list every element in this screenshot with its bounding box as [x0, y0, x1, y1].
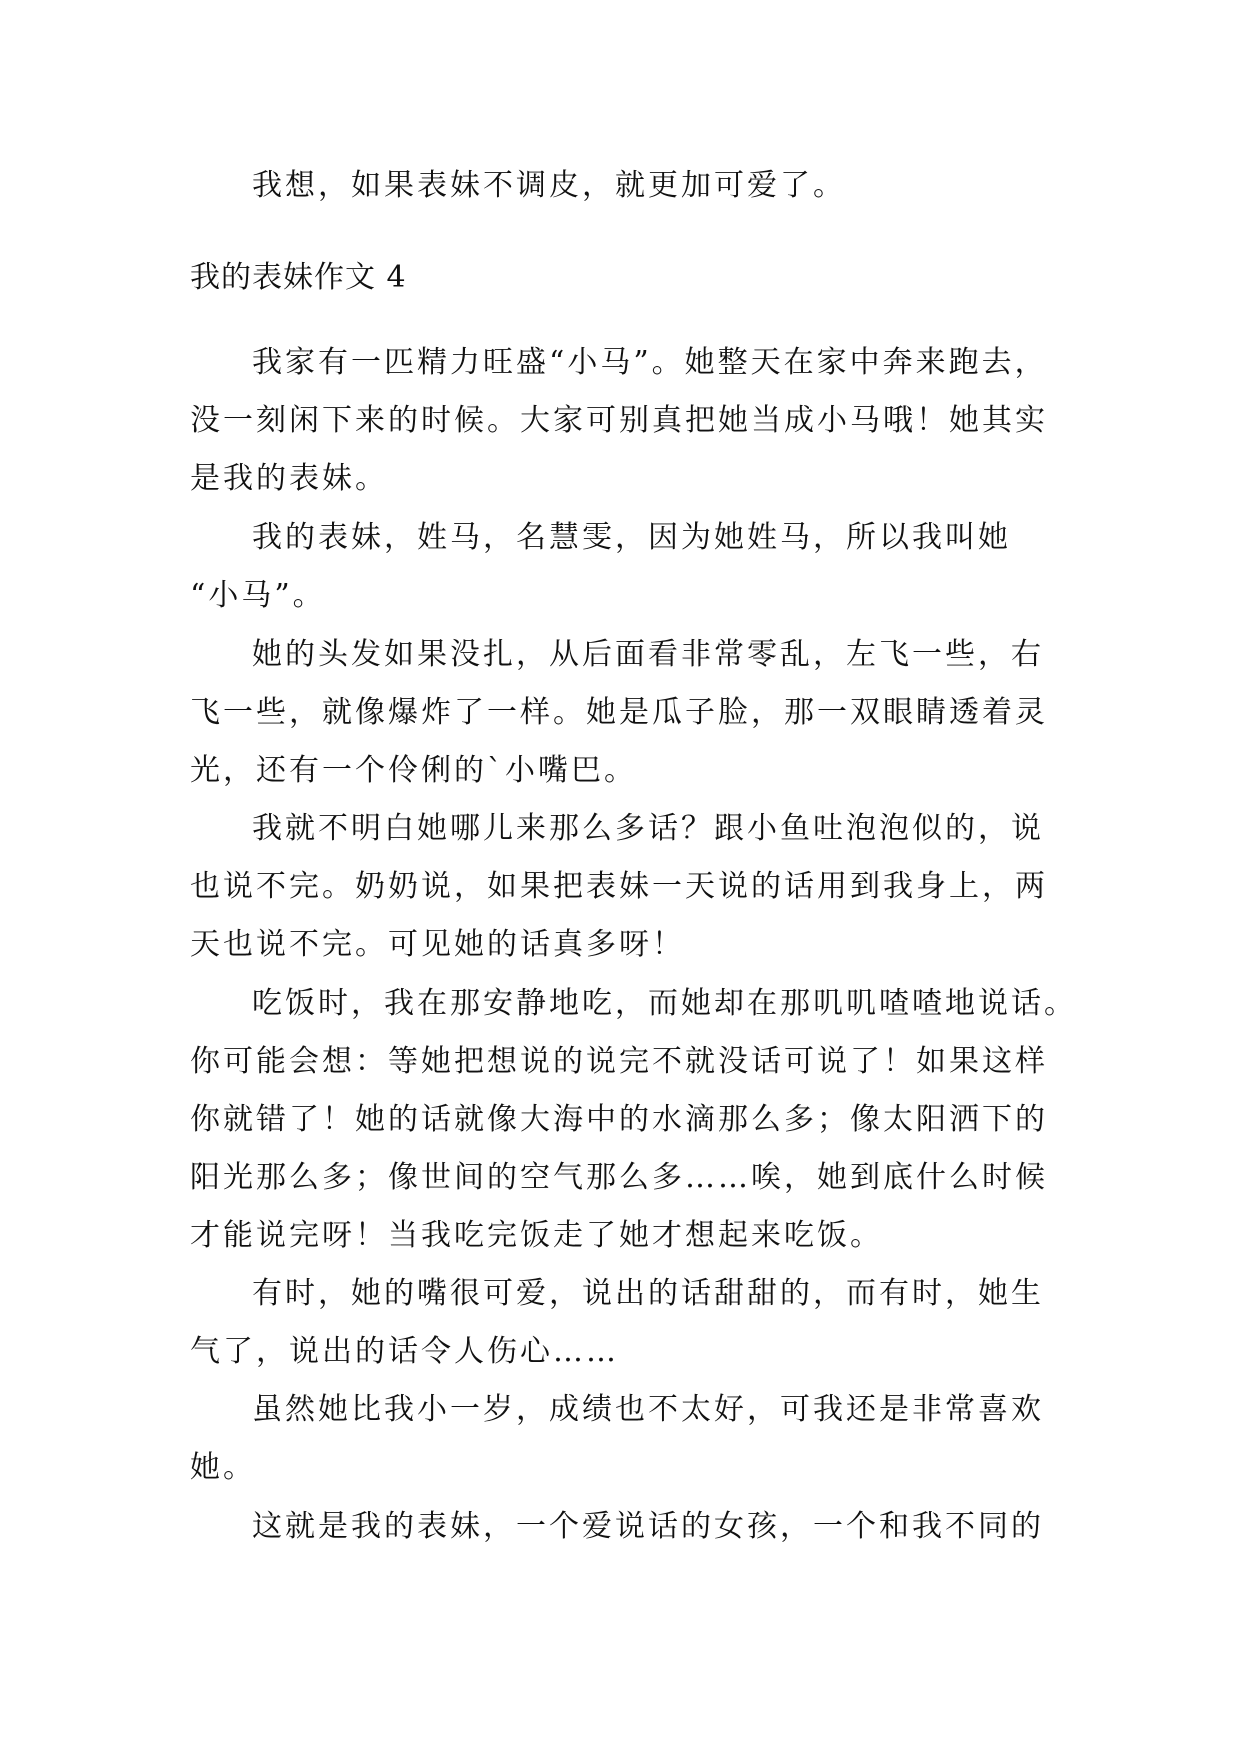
text-line: 也说不完。奶奶说，如果把表妹一天说的话用到我身上，两: [190, 869, 1048, 904]
text-line: 这就是我的表妹，一个爱说话的女孩，一个和我不同的: [252, 1509, 1044, 1544]
text-line: 吃饭时，我在那安静地吃，而她却在那叽叽喳喳地说话。: [252, 986, 1077, 1021]
text-line: 气了，说出的话令人伤心……: [190, 1334, 619, 1369]
text-line: 她。: [190, 1450, 256, 1485]
text-line: 光，还有一个伶俐的`小嘴巴。: [190, 753, 637, 788]
paragraph-7: [190, 1381, 1050, 1497]
paragraph-1: [190, 334, 1050, 508]
text-line: 我家有一匹精力旺盛“小马”。她整天在家中奔来跑去，: [252, 345, 1048, 380]
intro-paragraph: [190, 157, 1050, 215]
paragraph-2: [190, 509, 1050, 625]
text-line: 飞一些，就像爆炸了一样。她是瓜子脸，那一双眼睛透着灵: [190, 695, 1048, 730]
text-line: 我就不明白她哪儿来那么多话？跟小鱼吐泡泡似的，说: [252, 811, 1044, 846]
text-line: 我想，如果表妹不调皮，就更加可爱了。: [252, 168, 846, 203]
text-line: 是我的表妹。: [190, 461, 388, 496]
text-line: 你就错了！她的话就像大海中的水滴那么多；像太阳洒下的: [190, 1102, 1048, 1137]
text-line: 她的头发如果没扎，从后面看非常零乱，左飞一些，右: [252, 637, 1044, 672]
paragraph-8: [190, 1498, 1050, 1556]
text-line: 我的表妹，姓马，名慧雯，因为她姓马，所以我叫她: [252, 520, 1011, 555]
text-line: 你可能会想：等她把想说的说完不就没话可说了！如果这样: [190, 1044, 1048, 1079]
text-line: 虽然她比我小一岁，成绩也不太好，可我还是非常喜欢: [252, 1392, 1044, 1427]
paragraph-3: [190, 626, 1050, 800]
text-line: 阳光那么多；像世间的空气那么多……唉，她到底什么时候: [190, 1160, 1048, 1195]
text-line: 没一刻闲下来的时候。大家可别真把她当成小马哦！她其实: [190, 403, 1048, 438]
paragraph-6: [190, 1265, 1050, 1381]
paragraph-5: [190, 975, 1077, 1265]
text-line: 有时，她的嘴很可爱，说出的话甜甜的，而有时，她生: [252, 1276, 1044, 1311]
section-heading: 我的表妹作文 4: [190, 260, 407, 295]
text-line: 才能说完呀！当我吃完饭走了她才想起来吃饭。: [190, 1218, 883, 1253]
paragraph-4: [190, 800, 1050, 974]
text-line: “小马”。: [190, 578, 326, 613]
text-line: 天也说不完。可见她的话真多呀！: [190, 927, 685, 962]
